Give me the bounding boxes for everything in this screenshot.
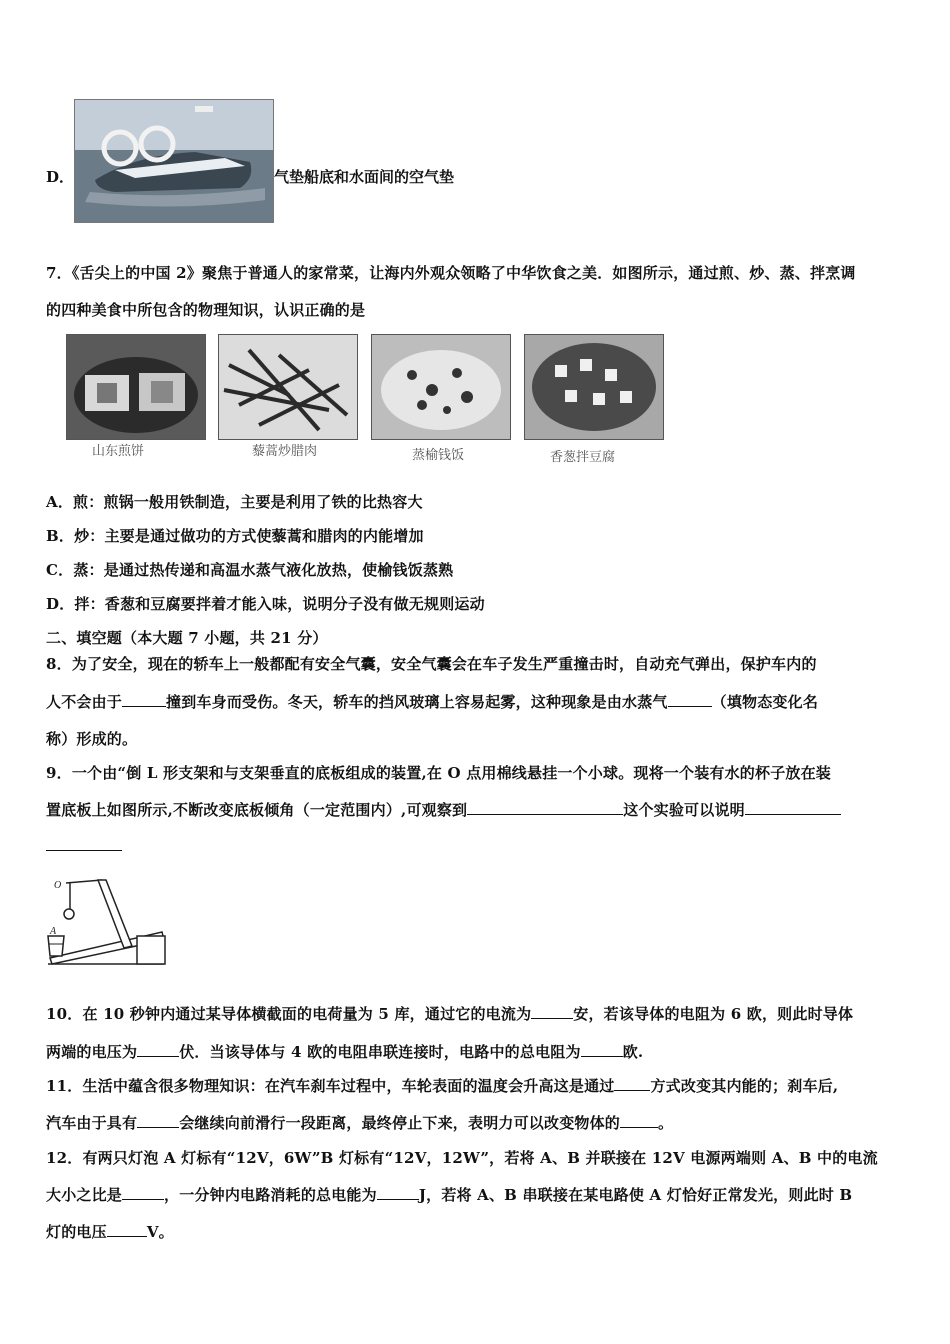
q9-blank-1[interactable]: [467, 800, 623, 815]
q10-line2-part3: 欧.: [622, 1043, 644, 1061]
q12-blank-2[interactable]: [377, 1185, 419, 1200]
q8-blank-2[interactable]: [668, 692, 712, 707]
q9-blank-2[interactable]: [745, 800, 841, 815]
q12-line3: [46, 1221, 174, 1242]
q8-blank-1[interactable]: [122, 692, 166, 707]
q12-line1: 12．有两只灯泡 A 灯标有“12V，6W”B 灯标有“12V，12W”，若将 A、B 并联接在 12V 电源两端则 A、B 中的电流: [46, 1149, 878, 1167]
q9-apparatus-diagram: [40, 870, 180, 970]
q11-line2-part3: 。: [658, 1114, 674, 1132]
q12-line2: [46, 1184, 852, 1205]
caption-stirfry: 藜蒿炒腊肉: [252, 444, 318, 459]
food-photo-steamed: [371, 334, 511, 440]
q9-line2-part2: 这个实验可以说明: [623, 801, 745, 819]
q11-blank-1[interactable]: [614, 1076, 650, 1091]
water-cup: [48, 936, 64, 956]
q12-line2-part3: J，若将 A、B 串联接在某电路使 A 灯恰好正常发光，则此时 B: [418, 1186, 853, 1204]
q10-line1-part1: 10．在 10 秒钟内通过某导体横截面的电荷量为 5 库，通过它的电流为: [46, 1005, 532, 1023]
q8-line3: 称）形成的。: [46, 730, 138, 748]
q12-line2-part1: 大小之比是: [46, 1186, 123, 1204]
q11-line2-part2: 会继续向前滑行一段距离，最终停止下来，表明力可以改变物体的: [179, 1114, 621, 1132]
q10-line1: [46, 1003, 853, 1024]
q8-line1: 8．为了安全，现在的轿车上一般都配有安全气囊，安全气囊会在车子发生严重撞击时，自动充气弹出，保护车内的: [46, 655, 817, 673]
q7-option-b: B．炒：主要是通过做功的方式使藜蒿和腊肉的内能增加: [46, 527, 424, 545]
q8-line2-part2: 撞到车身而受伤。冬天，轿车的挡风玻璃上容易起雾，这种现象是由水蒸气: [166, 693, 668, 711]
q11-line1-part1: 11．生活中蕴含很多物理知识：在汽车刹车过程中，车轮表面的温度会升高这是通过: [46, 1077, 615, 1095]
food-photo-tofu: [524, 334, 664, 440]
caption-tofu: 香葱拌豆腐: [550, 450, 616, 465]
q7-option-a: A．煎：煎锅一般用铁制造，主要是利用了铁的比热容大: [46, 493, 423, 511]
section-title: 二、填空题（本大题 7 小题，共 21 分）: [46, 629, 328, 647]
q11-line1-part2: 方式改变其内能的；刹车后,: [650, 1077, 839, 1095]
q11-line1: [46, 1075, 838, 1096]
option-d-text: 气垫船底和水面间的空气垫: [274, 168, 455, 186]
q9-line2-part1: 置底板上如图所示,不断改变底板倾角（一定范围内）,可观察到: [46, 801, 468, 819]
q12-line3-part2: V。: [146, 1223, 174, 1241]
q7-option-d: D．拌：香葱和豆腐要拌着才能入味，说明分子没有做无规则运动: [46, 595, 485, 613]
q10-line1-part2: 安，若该导体的电阻为 6 欧，则此时导体: [573, 1005, 854, 1023]
caption-pancake: 山东煎饼: [92, 444, 145, 459]
q11-blank-2[interactable]: [137, 1113, 179, 1128]
q11-blank-3[interactable]: [620, 1113, 658, 1128]
q12-line3-part1: 灯的电压: [46, 1223, 107, 1241]
q7-line2: 的四种美食中所包含的物理知识，认识正确的是: [46, 301, 366, 319]
q7-line1: 7．《舌尖上的中国 2》聚焦于普通人的家常菜，让海内外观众领略了中华饮食之美．如图所示，通过煎、炒、蒸、拌烹调: [46, 264, 856, 282]
food-photo-stirfry: [218, 334, 358, 440]
q11-line2: [46, 1112, 673, 1133]
q11-line2-part1: 汽车由于具有: [46, 1114, 138, 1132]
q10-blank-3[interactable]: [581, 1042, 623, 1057]
q9-line2: [46, 799, 841, 820]
q10-line2-part2: 伏．当该导体与 4 欧的电阻串联连接时，电路中的总电阻为: [179, 1043, 581, 1061]
label-o: O: [54, 880, 62, 891]
q10-blank-1[interactable]: [531, 1004, 573, 1019]
q9-blank-2-continuation[interactable]: [46, 850, 122, 851]
q8-line2: [46, 691, 818, 712]
q9-line1: 9．一个由“倒 L 形支架和与支架垂直的底板组成的装置,在 O 点用棉线悬挂一个小球。现将一个装有水的杯子放在装: [46, 764, 831, 782]
label-a: A: [50, 926, 57, 937]
hanging-ball: [64, 909, 74, 919]
option-d-letter: D．: [46, 168, 75, 186]
q12-line2-part2: ，一分钟内电路消耗的总电能为: [164, 1186, 377, 1204]
q10-line2: [46, 1041, 643, 1062]
q7-option-c: C．蒸：是通过热传递和高温水蒸气液化放热，使榆钱饭蒸熟: [46, 561, 454, 579]
food-photo-pancake: [66, 334, 206, 440]
q10-blank-2[interactable]: [137, 1042, 179, 1057]
hovercraft-photo: [74, 99, 274, 223]
q8-line2-part1: 人不会由于: [46, 693, 123, 711]
q10-line2-part1: 两端的电压为: [46, 1043, 138, 1061]
q12-blank-1[interactable]: [122, 1185, 164, 1200]
q12-blank-3[interactable]: [107, 1222, 147, 1237]
q8-line2-part3: （填物态变化名: [711, 693, 819, 711]
caption-steamed: 蒸榆钱饭: [412, 448, 465, 463]
